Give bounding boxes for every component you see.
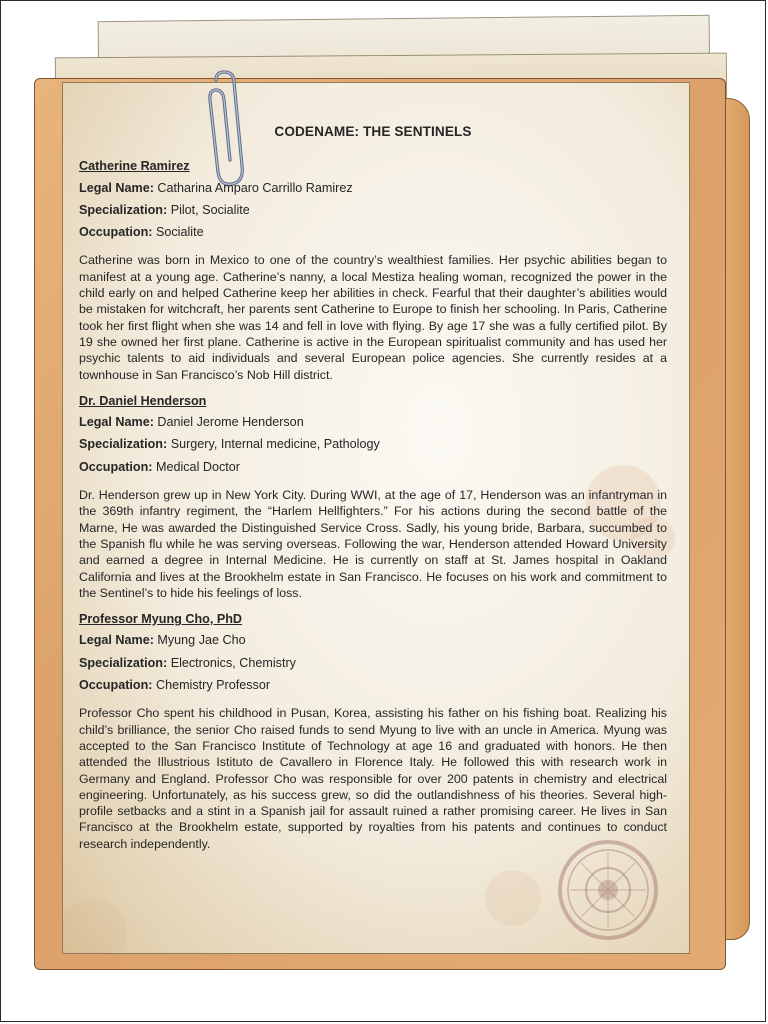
field-value: Surgery, Internal medicine, Pathology <box>170 437 380 452</box>
field-value: Electronics, Chemistry <box>170 655 296 670</box>
profile-name: Dr. Daniel Henderson <box>79 393 207 408</box>
specialization-field <box>79 655 667 671</box>
profile-name: Catherine Ramirez <box>79 159 190 174</box>
field-value: Pilot, Socialite <box>170 202 250 217</box>
occupation-field <box>79 677 667 693</box>
legal-name-field <box>79 414 667 430</box>
dossier-content <box>79 124 667 862</box>
field-value: Socialite <box>155 225 204 240</box>
occupation-field <box>79 224 667 240</box>
field-label: Specialization: <box>79 655 168 670</box>
legal-name-field <box>79 180 667 196</box>
profile-name: Professor Myung Cho, PhD <box>79 612 243 627</box>
profile-bio: Professor Cho spent his childhood in Pusan, Korea, assisting his father on his fishing boat. Realizing his child’s brilliance, the senior Cho raised funds to send Myung to live with an uncle in America. Myung was accepted to the San Francisco Institute of Technology at age 16 and graduated with honors. He then attended the Illustrious Istituto de Cavallero in Florence Italy. He followed this with research work in Germany and England. Professor Cho was responsible for over 200 patents in chemistry and electrical engineering. Unfortunately, as his success grew, so did the outlandishness of his theories. Several high-profile setbacks and a stint in a Spanish jail for assault ruined a rather promising career. He lives in San Francisco at the Brookhelm estate, supported by royalties from his patents and continues to conduct research independently. <box>79 706 667 851</box>
occupation-field <box>79 459 667 475</box>
field-value: Daniel Jerome Henderson <box>157 415 304 430</box>
profile-myung-cho <box>79 611 667 852</box>
field-value: Chemistry Professor <box>155 678 271 693</box>
profile-daniel-henderson <box>79 393 667 601</box>
field-value: Medical Doctor <box>155 459 240 474</box>
field-label: Occupation: <box>79 459 153 474</box>
field-label: Legal Name: <box>79 180 154 195</box>
legal-name-field <box>79 632 667 648</box>
profile-bio: Catherine was born in Mexico to one of the country’s wealthiest families. Her psychic abilities began to manifest at a young age. Catherine’s nanny, a local Mestiza healing woman, recognized the power in the child early on and helped Catherine keep her abilities in check. Fearful that their daughter’s abilities would be mistaken for witchcraft, her parents sent Catherine to Europe to finish her schooling. In Paris, Catherine took her first flight when she was 14 and fell in love with flying. By age 17 she was a fully certified pilot. By 19 she owned her first plane. Catherine is active in the European spiritualist community and has used her psychic talents to aid individuals and several European police agencies. She currently resides at a townhouse in San Francisco’s Nob Hill district. <box>79 253 667 382</box>
profile-bio: Dr. Henderson grew up in New York City. During WWI, at the age of 17, Henderson was an infantryman in the 369th infantry regiment, the “Harlem Hellfighters.” For his actions during the second battle of the Marne, He was awarded the Distinguished Service Cross. Sadly, his young bride, Barbara, succumbed to the Spanish flu while he was serving overseas. Following the war, Henderson attended Howard University and earned a degree in Internal Medicine. He is currently on staff at St. James hospital in Oakland California and lives at the Brookhelm estate in San Francisco. He focuses on his work and commitment to the Sentinel’s to hide his feelings of loss. <box>79 488 667 600</box>
specialization-field <box>79 436 667 452</box>
profile-catherine-ramirez <box>79 158 667 383</box>
document-title: CODENAME: THE SENTINELS <box>274 124 472 139</box>
specialization-field <box>79 202 667 218</box>
field-label: Legal Name: <box>79 633 154 648</box>
field-label: Occupation: <box>79 225 153 240</box>
field-label: Legal Name: <box>79 415 154 430</box>
field-value: Myung Jae Cho <box>157 633 246 648</box>
field-label: Occupation: <box>79 678 153 693</box>
field-label: Specialization: <box>79 202 168 217</box>
field-value: Catharina Amparo Carrillo Ramirez <box>157 180 353 195</box>
field-label: Specialization: <box>79 437 168 452</box>
